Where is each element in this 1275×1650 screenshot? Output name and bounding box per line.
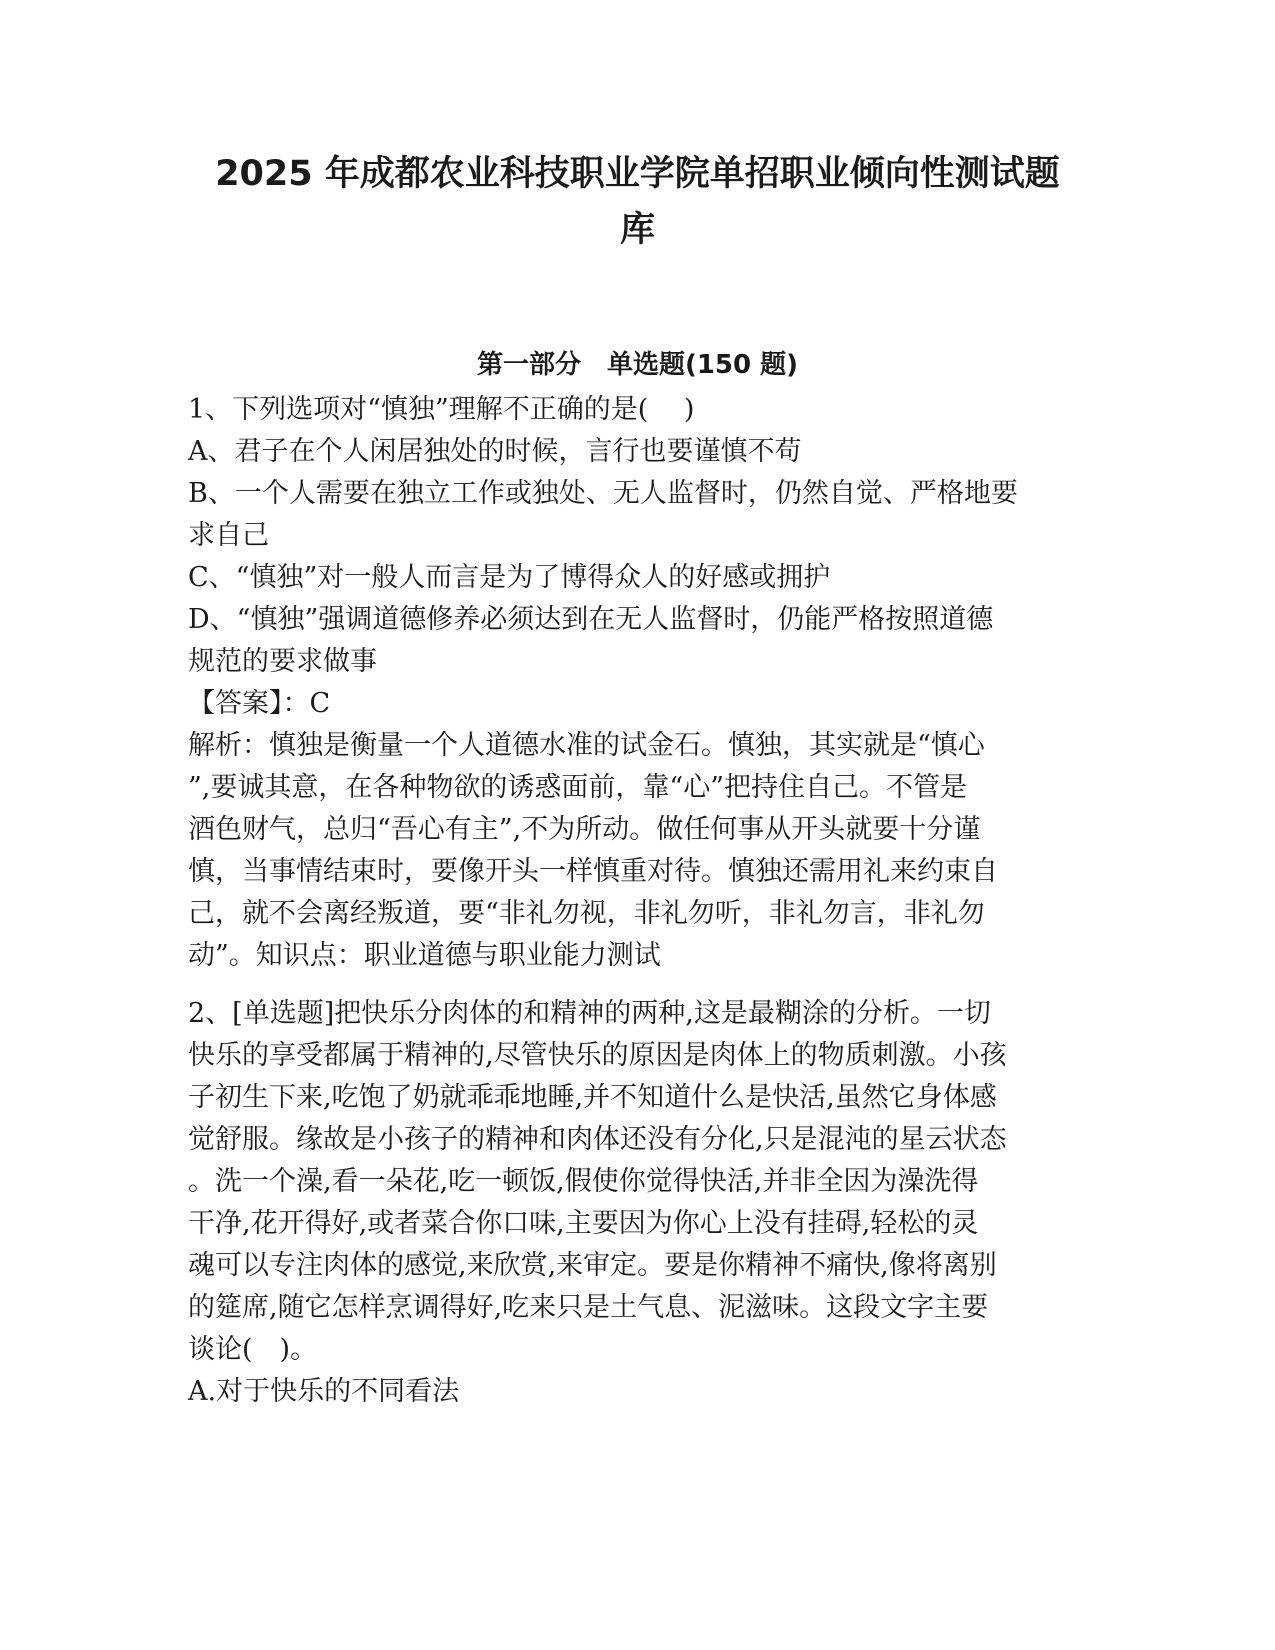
question-1-analysis-line-6: 动”。知识点：职业道德与职业能力测试 (188, 940, 661, 971)
question-2-stem-line-7: 魂可以专注肉体的感觉,来欣赏,来审定。要是你精神不痛快,像将离别 (188, 1250, 997, 1281)
question-1-option-b-line-1: B、一个人需要在独立工作或独处、无人监督时，仍然自觉、严格地要 (188, 478, 1018, 509)
question-2-stem-line-8: 的筵席,随它怎样烹调得好,吃来只是土气息、泥滋味。这段文字主要 (188, 1292, 989, 1323)
question-1-analysis-line-3: 酒色财气，总归“吾心有主”,不为所动。做任何事从开头就要十分谨 (188, 814, 981, 845)
question-1-analysis-line-5: 己，就不会离经叛道，要“非礼勿视，非礼勿听，非礼勿言，非礼勿 (188, 898, 985, 929)
question-2-option-a: A.对于快乐的不同看法 (188, 1376, 460, 1407)
question-1-analysis-line-1: 解析：慎独是衡量一个人道德水准的试金石。慎独，其实就是“慎心 (188, 730, 985, 761)
document-title-line-1: 2025 年成都农业科技职业学院单招职业倾向性测试题 (215, 154, 1060, 194)
question-1-analysis-line-4: 慎，当事情结束时，要像开头一样慎重对待。慎独还需用礼来约束自 (188, 856, 998, 887)
question-1-option-c: C、“慎独”对一般人而言是为了博得众人的好感或拥护 (188, 562, 831, 593)
section-heading: 第一部分 单选题(150 题) (476, 350, 799, 380)
question-2-stem-line-1: 2、[单选题]把快乐分肉体的和精神的两种,这是最糊涂的分析。一切 (188, 998, 991, 1029)
question-1-analysis-line-2: ”,要诚其意，在各种物欲的诱惑面前，靠“心”把持住自己。不管是 (188, 772, 967, 803)
question-2-stem-line-6: 干净,花开得好,或者菜合你口味,主要因为你心上没有挂碍,轻松的灵 (188, 1208, 979, 1239)
question-2-stem-line-5: 。洗一个澡,看一朵花,吃一顿饭,假使你觉得快活,并非全因为澡洗得 (188, 1166, 979, 1197)
question-1-option-a: A、君子在个人闲居独处的时候，言行也要谨慎不苟 (188, 436, 802, 467)
question-1-option-d-line-1: D、“慎独”强调道德修养必须达到在无人监督时，仍能严格按照道德 (188, 604, 994, 635)
question-1-answer: 【答案】：C (188, 688, 331, 719)
question-2-stem-line-4: 觉舒服。缘故是小孩子的精神和肉体还没有分化,只是混沌的星云状态 (188, 1124, 1007, 1155)
question-1-option-d-line-2: 规范的要求做事 (188, 646, 377, 677)
question-2-stem-line-3: 子初生下来,吃饱了奶就乖乖地睡,并不知道什么是快活,虽然它身体感 (188, 1082, 997, 1113)
question-2-stem-line-9: 谈论( )。 (188, 1334, 318, 1365)
document-title-line-2: 库 (619, 210, 655, 250)
question-2-stem-line-2: 快乐的享受都属于精神的,尽管快乐的原因是肉体上的物质刺激。小孩 (188, 1040, 1007, 1071)
question-1-option-b-line-2: 求自己 (188, 520, 269, 551)
question-1-stem: 1、下列选项对“慎独”理解不正确的是( ) (188, 394, 695, 425)
